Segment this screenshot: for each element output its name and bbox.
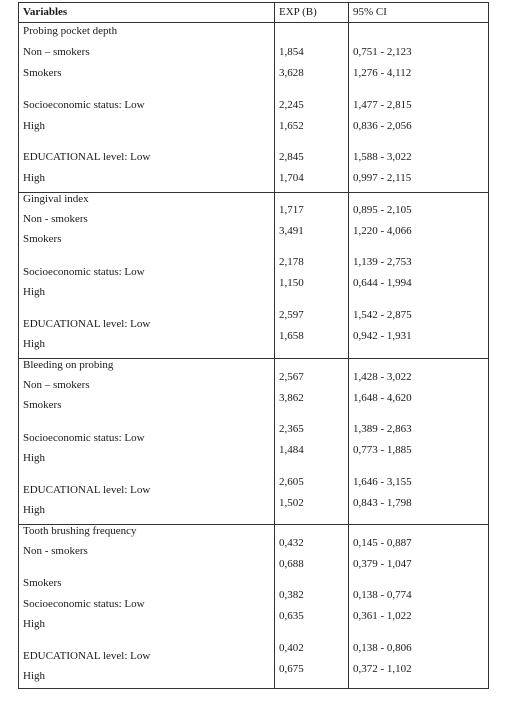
- ci-value: 0,379 - 1,047: [353, 558, 412, 570]
- row-label: Smokers: [23, 233, 62, 245]
- exp-value: 0,688: [279, 558, 304, 570]
- exp-value: 3,628: [279, 67, 304, 79]
- ci-value: 0,997 - 2,115: [353, 172, 412, 184]
- row-label: EDUCATIONAL level: Low: [23, 318, 151, 330]
- results-table: [18, 2, 489, 689]
- row-label: Socioeconomic status: Low: [23, 598, 145, 610]
- exp-value: 2,605: [279, 476, 304, 488]
- ci-value: 0,895 - 2,105: [353, 204, 412, 216]
- exp-value: 1,658: [279, 330, 304, 342]
- exp-value: 0,402: [279, 642, 304, 654]
- ci-value: 0,836 - 2,056: [353, 120, 412, 132]
- row-label: Socioeconomic status: Low: [23, 99, 145, 111]
- ci-value: 1,648 - 4,620: [353, 392, 412, 404]
- row-label: Non - smokers: [23, 213, 88, 225]
- ci-value: 0,361 - 1,022: [353, 610, 412, 622]
- column-divider: [348, 3, 349, 688]
- header-exp-b: EXP (B): [279, 6, 317, 18]
- exp-value: 2,245: [279, 99, 304, 111]
- row-label: Smokers: [23, 67, 62, 79]
- ci-value: 0,843 - 1,798: [353, 497, 412, 509]
- ci-value: 1,139 - 2,753: [353, 256, 412, 268]
- ci-value: 1,646 - 3,155: [353, 476, 412, 488]
- exp-value: 1,484: [279, 444, 304, 456]
- exp-value: 1,704: [279, 172, 304, 184]
- row-label: EDUCATIONAL level: Low: [23, 650, 151, 662]
- exp-value: 2,365: [279, 423, 304, 435]
- ci-value: 0,942 - 1,931: [353, 330, 412, 342]
- exp-value: 2,845: [279, 151, 304, 163]
- exp-value: 2,567: [279, 371, 304, 383]
- ci-value: 0,138 - 0,774: [353, 589, 412, 601]
- column-divider: [274, 3, 275, 688]
- row-label: EDUCATIONAL level: Low: [23, 484, 151, 496]
- exp-value: 0,382: [279, 589, 304, 601]
- header-divider: [19, 22, 488, 23]
- row-label: Non - smokers: [23, 545, 88, 557]
- row-label: High: [23, 504, 45, 516]
- row-label: EDUCATIONAL level: Low: [23, 151, 151, 163]
- exp-value: 3,862: [279, 392, 304, 404]
- group-title: Bleeding on probing: [23, 359, 114, 371]
- exp-value: 3,491: [279, 225, 304, 237]
- ci-value: 0,145 - 0,887: [353, 537, 412, 549]
- row-label: High: [23, 338, 45, 350]
- ci-value: 0,751 - 2,123: [353, 46, 412, 58]
- exp-value: 1,854: [279, 46, 304, 58]
- ci-value: 0,644 - 1,994: [353, 277, 412, 289]
- exp-value: 1,502: [279, 497, 304, 509]
- row-label: Smokers: [23, 577, 62, 589]
- row-label: Smokers: [23, 399, 62, 411]
- row-label: High: [23, 670, 45, 682]
- ci-value: 1,220 - 4,066: [353, 225, 412, 237]
- ci-value: 0,138 - 0,806: [353, 642, 412, 654]
- ci-value: 0,773 - 1,885: [353, 444, 412, 456]
- row-label: High: [23, 618, 45, 630]
- row-label: Non – smokers: [23, 379, 90, 391]
- ci-value: 1,588 - 3,022: [353, 151, 412, 163]
- exp-value: 1,717: [279, 204, 304, 216]
- exp-value: 2,597: [279, 309, 304, 321]
- exp-value: 0,432: [279, 537, 304, 549]
- exp-value: 0,675: [279, 663, 304, 675]
- group-title: Tooth brushing frequency: [23, 525, 137, 537]
- ci-value: 1,477 - 2,815: [353, 99, 412, 111]
- group-title: Probing pocket depth: [23, 25, 118, 37]
- header-ci: 95% CI: [353, 6, 387, 18]
- row-label: High: [23, 120, 45, 132]
- header-variables: Variables: [23, 6, 68, 18]
- row-label: Socioeconomic status: Low: [23, 266, 145, 278]
- group-title: Gingival index: [23, 193, 89, 205]
- exp-value: 1,652: [279, 120, 304, 132]
- exp-value: 1,150: [279, 277, 304, 289]
- row-label: Socioeconomic status: Low: [23, 432, 145, 444]
- ci-value: 1,276 - 4,112: [353, 67, 412, 79]
- row-label: Non – smokers: [23, 46, 90, 58]
- exp-value: 0,635: [279, 610, 304, 622]
- ci-value: 1,428 - 3,022: [353, 371, 412, 383]
- group-divider: [19, 192, 488, 193]
- ci-value: 0,372 - 1,102: [353, 663, 412, 675]
- exp-value: 2,178: [279, 256, 304, 268]
- row-label: High: [23, 452, 45, 464]
- row-label: High: [23, 286, 45, 298]
- ci-value: 1,389 - 2,863: [353, 423, 412, 435]
- row-label: High: [23, 172, 45, 184]
- ci-value: 1,542 - 2,875: [353, 309, 412, 321]
